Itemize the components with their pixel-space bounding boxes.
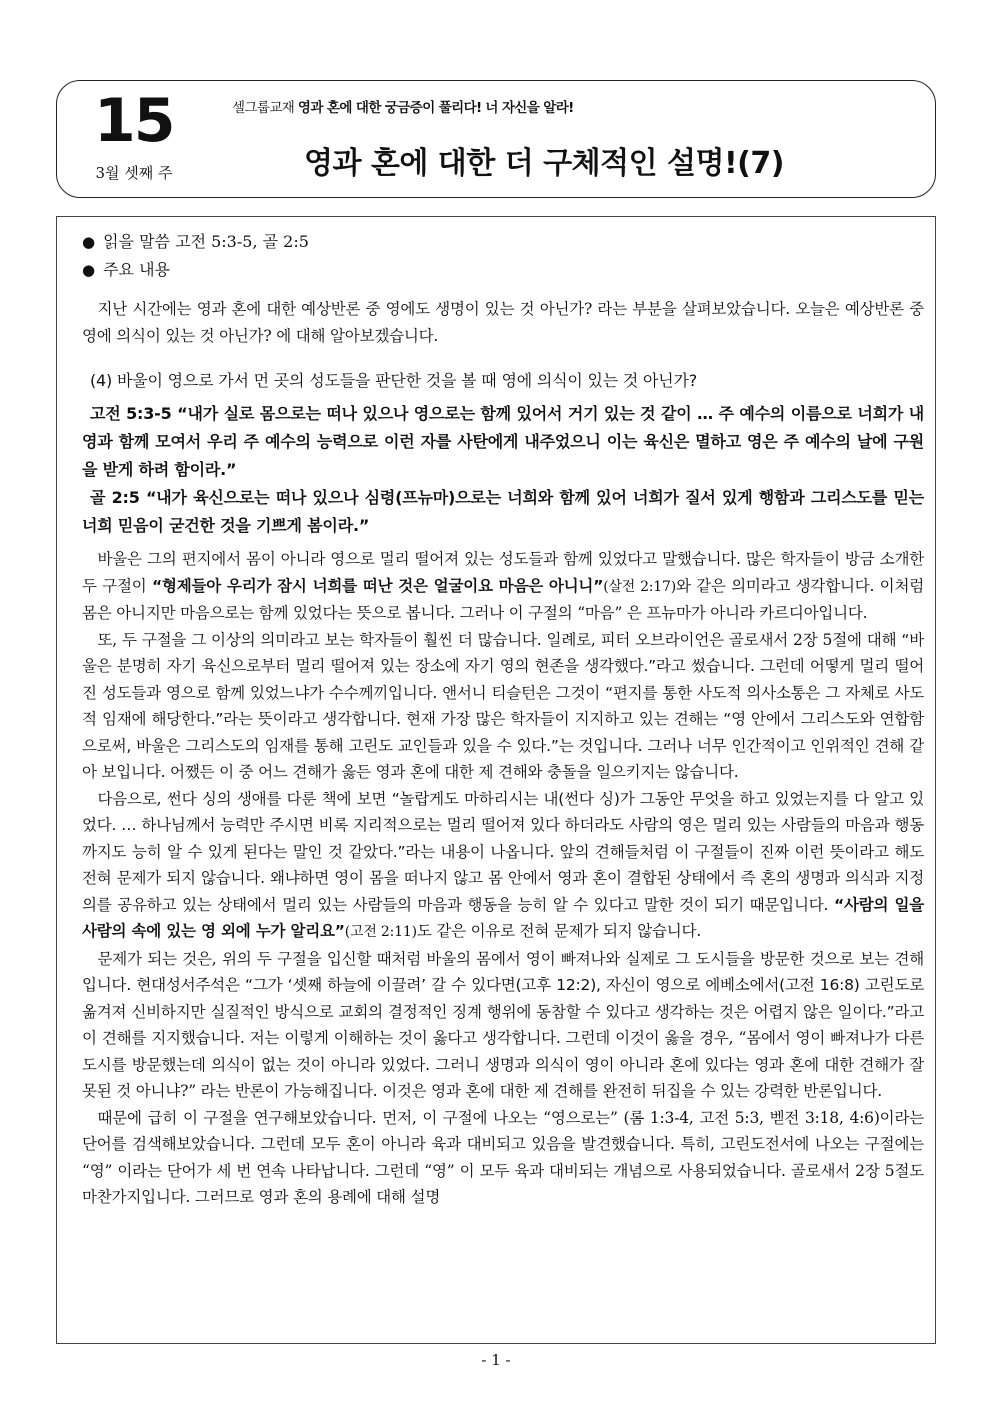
main-content-line [82,256,924,284]
section-heading: (4) 바울이 영으로 가서 먼 곳의 성도들을 판단한 것을 볼 때 영에 의식이 있는 것 아닌가? [90,371,698,390]
series-mid: 영과 혼에 대한 궁금증이 풀리다! [297,100,482,116]
week-label: 3월 셋째 주 [95,164,173,182]
p4-text-c: 라고 이 견해를 지지했습니다. 저는 이렇게 이해하는 것이 옳다고 생각합니다. 그런데 이것이 옳을 경우, “몸에서 영이 빠져나가 다른 도시를 방문했는데 의식이 없는 것이 아니라 있었다. 그러니 생명과 의식이 영이 아니라 혼에 있다는 영과 혼에 대한 견해가 잘못된 것 아니냐?” 라는 반론이 가능해집니다. 이것은 영과 혼에 대한 제 견해를 완전히 뒤집을 수 있는 강력한 반론입니다. [82,1002,924,1100]
p2-text-g: 는 것입니다. 그러나 너무 인간적이고 인위적인 견해 같아 보입니다. 어쨌든 이 중 어느 견해가 옳든 영과 혼에 대한 제 견해와 충돌을 일으키지는 않습니다. [82,736,924,781]
paragraph-5: 때문에 급히 이 구절을 연구해보았습니다. 먼저, 이 구절에 나오는 “영으로는” (롬 1:3-4, 고전 5:3, 벧전 3:18, 4:6)이라는 단어를 검색해보았습니다. 그런데 모두 혼이 아니라 육과 대비되고 있음을 발견했습니다. 특히, 고린도전서에 나오는 구절에는 “영” 이라는 단어가 세 번 연속 나타납니다. 그런데 “영” 이 모두 육과 대비되는 개념으로 사용되었습니다. 골로새서 2장 5절도 마찬가지입니다. 그러므로 영과 혼의 용례에 대해 설명 [82,1108,924,1206]
paragraph-2 [82,627,924,786]
p4-quote: “그가 ‘셋째 하늘에 이끌려’ 갈 수 있다면(고후 12:2), 자신이 영으로 에베소에서(고전 16:8) 고린도로 옮겨져 신비하지만 실질적인 방식으로 교회의 결정적인 징계 행위에 동참할 수 있다고 생각하는 것은 어렵지 않은 일이다.” [82,976,924,1021]
content [82,228,924,1211]
p1-quote: “형제들아 우리가 잠시 너희를 떠난 것은 얼굴이요 마음은 아니니” [151,576,604,595]
p2-quote-2: “편지를 통한 사도적 의사소통은 그 자체로 사도적 임재에 해당한다.” [82,683,924,728]
series-suffix: 너 자신을 알라! [485,100,574,116]
p2-quote-1: “바울은 분명히 자기 육신으로부터 멀리 떨어져 있는 장소에 자기 영의 현존을 생각했다.” [82,630,924,675]
p2-text-e: 라는 뜻이라고 생각합니다. 현재 가장 많은 학자들이 지지하고 있는 견해는 [223,710,724,728]
p2-text-a: 또, 두 구절을 그 이상의 의미라고 보는 학자들이 훨씬 더 많습니다. 일례로, 피터 오브라이언은 골로새서 2장 5절에 대해 [97,630,902,649]
bullet-icon: ● [82,261,96,279]
p3-text-a: 다음으로, 썬다 싱의 생애를 다룬 책에 보면 [97,789,392,808]
p3-text-c: 라는 내용이 나옵니다. 앞의 견해들처럼 이 구절들이 진짜 이런 뜻이라고 해도 전혀 문제가 되지 않습니다. 왜냐하면 영이 몸을 떠나지 않고 몸 안에서 영과 혼이 결합된 상태에서 즉 혼의 생명과 의식과 지정의를 공유하고 있는 상태에서 멀리 있는 사람들의 마음과 행동을 능히 알 수 있다고 말한 것이 되기 때문입니다. [82,842,925,914]
lesson-number: 15 [94,86,174,156]
p1-ref: (살전 2:17) [603,578,676,595]
p2-text-c: 라고 썼습니다. 그런데 어떻게 멀리 떨어진 성도들과 영으로 함께 있었느냐가 수수께끼입니다. 앤서니 티슬턴은 그것이 [82,657,925,702]
p3-quote: “놀랍게도 마하리시는 내(썬다 싱)가 그동안 무엇을 하고 있었는지를 다 알고 있었다. … 하나님께서 능력만 주시면 비록 지리적으로는 멀리 떨어져 있다 하더라도 사람의 영은 멀리 있는 사람들의 마음과 행동까지도 능히 알 수 있게 된다는 말인 것 같았다.” [82,789,924,861]
main-label: 주요 내용 [103,260,171,279]
p3-text-f: 도 같은 이유로 전혀 문제가 되지 않습니다. [416,922,702,940]
paragraph-4 [82,946,924,1105]
reading-label: 읽을 말씀 [103,232,171,251]
p2-quote-3: “영 안에서 그리스도와 연합함으로써, 바울은 그리스도의 임재를 통해 고린도 교인들과 있을 수 있다.” [82,710,924,755]
reading-refs: 고전 5:3-5, 골 2:5 [175,232,309,251]
verse-col: 골 2:5 “내가 육신으로는 떠나 있으나 심령(프뉴마)으로는 너희와 함께 있어 너희가 질서 있게 행함과 그리스도를 믿는 너희 믿음이 굳건한 것을 기쁘게 봄이라.” [82,488,924,535]
paragraph-1 [82,546,924,627]
page-title: 영과 혼에 대한 더 구체적인 설명!(7) [304,146,784,181]
p3-ref: (고전 2:11) [344,924,417,940]
verse-1cor: 고전 5:3-5 “내가 실로 몸으로는 떠나 있으나 영으로는 함께 있어서 거기 있는 것 같이 … 주 예수의 이름으로 너희가 내 영과 함께 모여서 우리 주 예수의 능력으로 이런 자를 사탄에게 내주었으니 이는 육신은 멸하고 영은 주 예수의 날에 구원을 받게 하려 함이라.” [82,404,924,479]
p4-text-a: 문제가 되는 것은, 위의 두 구절을 입신할 때처럼 바울의 몸에서 영이 빠져나와 실제로 그 도시들을 방문한 것으로 보는 견해입니다. 현대성서주석은 [82,949,924,994]
page-number: - 1 - [481,1351,511,1369]
p1-text-a: 바울은 그의 편지에서 몸이 아니라 영으로 멀리 떨어져 있는 성도들과 함께 있었다고 말했습니다. 많은 학자들이 방금 소개한 두 구절이 [82,550,924,595]
series-subtitle [232,96,574,116]
paragraph-3 [82,786,924,946]
series-prefix: 셀그룹교재 [232,100,295,116]
bullet-icon: ● [82,233,96,251]
p3-verse: “사람의 일을 사람의 속에 있는 영 외에 누가 알리요” [82,895,924,940]
reading-line [82,228,924,256]
intro-paragraph: 지난 시간에는 영과 혼에 대한 예상반론 중 영에도 생명이 있는 것 아닌가? 라는 부분을 살펴보았습니다. 오늘은 예상반론 중 영에 의식이 있는 것 아닌가? 에 대해 알아보겠습니다. [82,300,924,345]
p1-text-d: 와 같은 의미라고 생각합니다. 이처럼 몸은 아니지만 마음으로는 함께 있었다는 뜻으로 봅니다. 그러나 이 구절의 “마음” 은 프뉴마가 아니라 카르디아입니다. [82,576,924,622]
